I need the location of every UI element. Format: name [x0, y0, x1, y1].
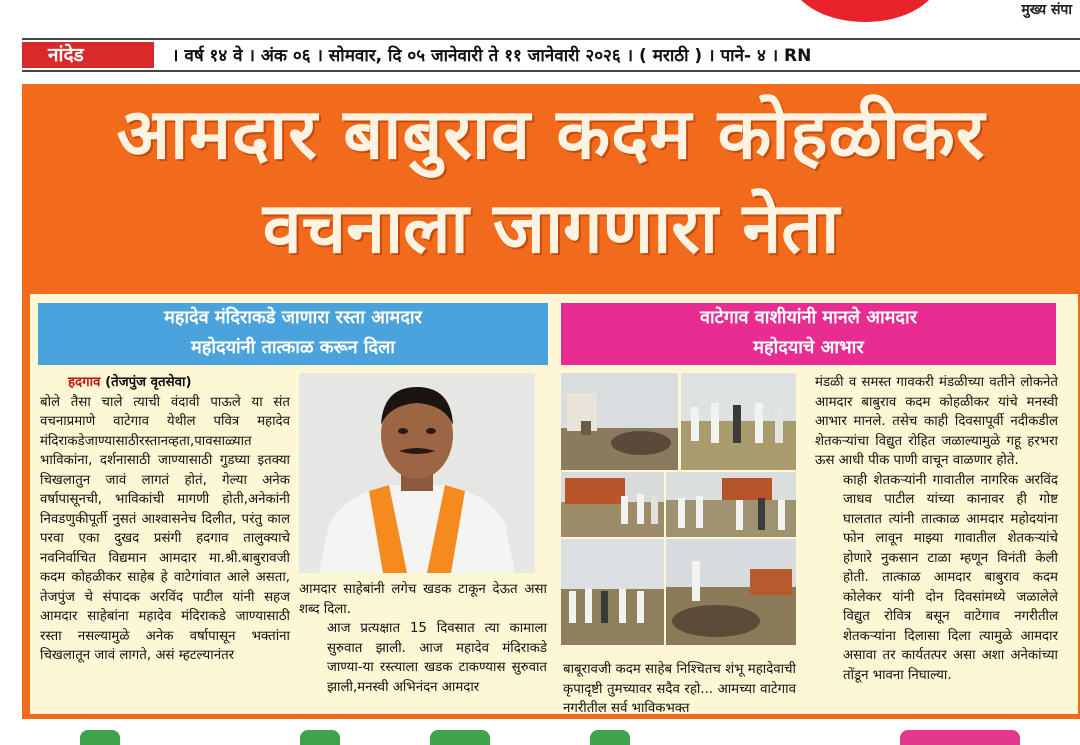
dateline-agency: (तेजपुंज वृतसेवा)	[100, 375, 192, 390]
road-work-photo-1	[561, 373, 678, 470]
left-story-column-2	[299, 580, 547, 697]
city-badge: नांदेड	[22, 42, 154, 68]
next-headline-strip	[0, 722, 1080, 745]
mla-portrait-image	[299, 373, 535, 573]
headline-line-2: वचनाला जागणारा नेता	[262, 187, 840, 269]
headline-line-1: आमदार बाबुराव कदम कोहळीकर	[116, 93, 986, 175]
right-story-column-1	[563, 660, 796, 719]
left-story-paragraph-2: आमदार साहेबांनी लगेच खडक टाकून देऊत असा शब्द दिला.	[299, 582, 547, 617]
left-heading-line-2: महोदयांनी तात्काळ करून दिला	[191, 337, 395, 358]
road-work-photo-2	[681, 373, 796, 470]
dateline-place: हदगाव	[68, 375, 101, 390]
issue-details: । वर्ष १४ वे । अंक ०६ । सोमवार, दि ०५ जानेवारी ते ११ जानेवारी २०२६ । ( मराठी ) । पाने- ४ । RN	[172, 46, 812, 66]
dateline	[40, 373, 290, 393]
road-work-photo-3	[561, 472, 664, 537]
next-headline-fragment	[900, 730, 1020, 745]
next-headline-fragment	[80, 730, 120, 745]
road-work-photo-4	[666, 472, 796, 537]
next-headline-fragment	[590, 730, 630, 745]
left-story-paragraph-1: बोले तैसा चाले त्याची वंदावी पाऊले या संत वचनाप्रमाणे वाटेगाव येथील पवित्र महादेव मंदिराकडेजाण्यासाठीरस्तानव्हता,पावसाळ्यात भाविकांना, दर्शनासाठी जाण्यासाठी गुडघ्या इतक्या चिखलातुन जावं लागतं होतं, गेल्या अनेक वर्षापासूनची, भाविकांची मागणी होती,अनेकांनी निवडणुकीपूर्ती नुसतं आश्वासनेच दिलीत, परंतु काल परवा एका दुखद प्रसंगी हदगाव तालुक्याचे नवनिर्वाचित विद्यमान आमदार मा.श्री.बाबुरावजी कदम कोहळीकर साहेब हे वाटेगांवात आले असता, तेजपुंज चे संपादक अरविंद पाटील यांनी सहज आमदार साहेबांना महादेव मंदिराकडे जाण्यासाठी रस्ता नसल्यामुळे अनेक वर्षापासून भक्तांना चिखलातून जावं लागते, असं म्हटल्यानंतर	[40, 394, 290, 663]
masthead-strip	[0, 0, 1080, 36]
right-story-heading	[561, 303, 1056, 365]
right-story-paragraph-3: काही शेतकऱ्यांनी गावातील नागरिक अरविंद जाधव पाटील यांच्या कानावर ही गोष्ट घालतात त्यांनी तात्काळ आमदार महोदयांना फोन लावून माझ्या गावातील शेतकऱ्यांचे होणारे नुकसान टाळा म्हणून विनंती केली होती. तात्काळ आमदार बाबुराव कदम कोलेकर यांनी दोन दिवसांमध्ये जळालेले विद्युत रोवित्र बसून वाटेगाव नगरीतील शेतकऱ्यांना दिलासा दिला त्यामुळे आमदार असावा तर कार्यतत्पर असा अशा अनेकांच्या तोंडून भावना निघाल्या.	[843, 472, 1058, 683]
left-story-heading	[38, 303, 548, 365]
left-story-column-1	[40, 373, 290, 666]
headline	[22, 86, 1080, 276]
right-story-column-2	[815, 373, 1058, 685]
road-work-photo-5	[561, 539, 664, 645]
right-heading-line-2: महोदयाचे आभार	[753, 337, 864, 358]
masthead-logo-arc	[790, 0, 940, 22]
next-headline-fragment	[430, 730, 490, 745]
right-heading-line-1: वाटेगाव वाशीयांनी मानले आमदार	[699, 307, 918, 328]
right-story-paragraph-2: मंडळी व समस्त गावकरी मंडळीच्या वतीने लोकनेते आमदार बाबुराव कदम कोहळीकर यांचे मनस्वी आभार मानले. तसेच काही दिवसापूर्वी नदीकडील शेतकऱ्यांचा विद्युत रोहित जळाल्यामुळे गहू हरभरा ऊस आधी पीक पाणी वाचून वाळणार होते.	[815, 375, 1058, 468]
right-story-paragraph-1: बाबूरावजी कदम साहेब निश्चितच शंभू महादेवाची कृपादृष्टी तुमच्यावर सदैव रहो... आमच्या वाटेगाव नगरीतील सर्व भाविकभक्त	[563, 662, 796, 716]
mla-portrait-photo	[299, 373, 535, 573]
left-heading-line-1: महादेव मंदिराकडे जाणारा रस्ता आमदार	[164, 307, 422, 328]
masthead-top-right-text: मुख्य संपा	[1021, 2, 1072, 18]
issue-info-bar	[22, 38, 1080, 72]
left-story-paragraph-3: आज प्रत्यक्षात 15 दिवसात त्या कामाला सुरुवात झाली. आज महादेव मंदिराकडे जाण्या-या रस्त्याला खडक टाकण्यास सुरुवात झाली,मनस्वी अभिनंदन आमदार	[327, 621, 547, 695]
next-headline-fragment	[300, 730, 340, 745]
road-work-photo-6	[666, 539, 796, 645]
